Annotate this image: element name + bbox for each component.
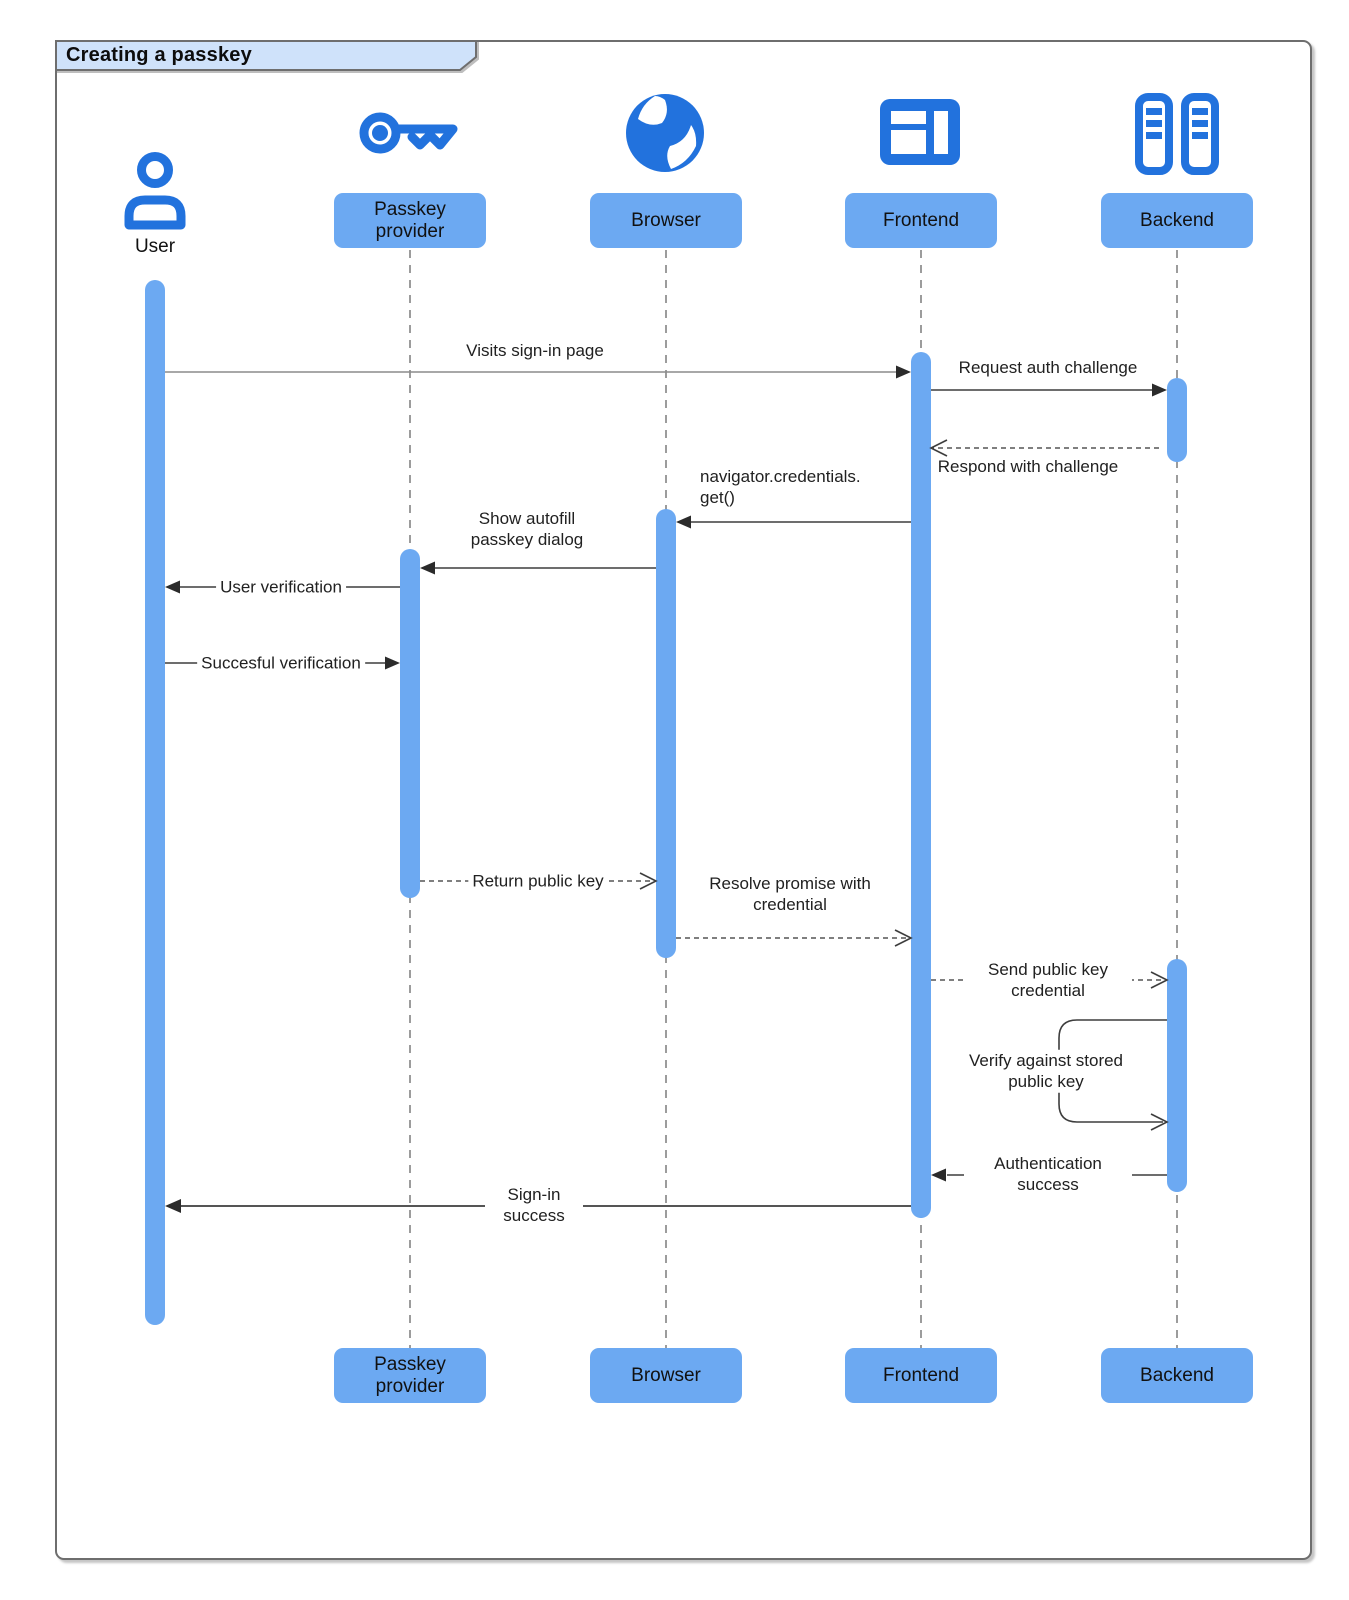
participant-label: Browser <box>631 209 701 231</box>
participant-box-browser-bottom <box>590 1348 742 1403</box>
participant-box-backend-top <box>1101 193 1253 248</box>
message-arrow-show-autofill-passkey-dialog <box>420 562 656 575</box>
message-label-respond-with-challenge: Respond with challenge <box>937 457 1119 476</box>
participant-label: Frontend <box>882 1364 960 1386</box>
message-arrow-respond-with-challenge <box>931 440 1159 456</box>
participant-box-backend-bottom <box>1101 1348 1253 1403</box>
person-icon <box>118 150 192 230</box>
server-icon <box>1133 92 1221 176</box>
participant-label: Browser <box>631 1364 701 1386</box>
message-label-show-autofill-passkey-dialog: Show autofill passkey dialog <box>470 509 584 550</box>
message-arrow-request-auth-challenge <box>931 384 1167 397</box>
key-icon <box>356 103 462 163</box>
message-arrow-resolve-promise-with-credential <box>676 930 911 946</box>
message-label-resolve-promise: Resolve promise with credential <box>709 874 871 915</box>
browser-window-icon <box>880 99 960 165</box>
message-label-verify-stored-public-key: Verify against stored public key <box>955 1050 1138 1093</box>
message-label-request-auth-challenge: Request auth challenge <box>958 358 1138 377</box>
participant-label: Backend <box>1140 209 1214 231</box>
message-label-succesful-verification: Succesful verification <box>197 652 365 673</box>
message-label-send-public-key-credential: Send public key credential <box>964 959 1132 1002</box>
participant-box-frontend-bottom <box>845 1348 997 1403</box>
participant-label: Passkey provider <box>374 199 446 242</box>
participant-label: Backend <box>1140 1364 1214 1386</box>
globe-icon <box>624 92 706 174</box>
message-arrow-navigator-credentials-get <box>676 516 911 529</box>
participant-box-passkey-provider-bottom <box>334 1348 486 1403</box>
message-label-authentication-success: Authentication success <box>964 1153 1132 1196</box>
message-arrow-visits-sign-in-page <box>165 366 911 379</box>
participant-box-frontend-top <box>845 193 997 248</box>
message-label-sign-in-success: Sign-in success <box>485 1184 583 1227</box>
message-label-navigator-credentials-get: navigator.credentials. get() <box>700 467 861 508</box>
message-label-visits-sign-in-page: Visits sign-in page <box>466 341 604 360</box>
message-label-return-public-key: Return public key <box>468 870 607 891</box>
diagram-title: Creating a passkey <box>66 44 252 66</box>
participant-label: Passkey provider <box>374 1354 446 1397</box>
participant-box-browser-top <box>590 193 742 248</box>
participant-box-passkey-provider-top <box>334 193 486 248</box>
participant-label: Frontend <box>882 209 960 231</box>
participant-label-user: User <box>134 236 176 257</box>
message-label-user-verification: User verification <box>216 576 346 597</box>
